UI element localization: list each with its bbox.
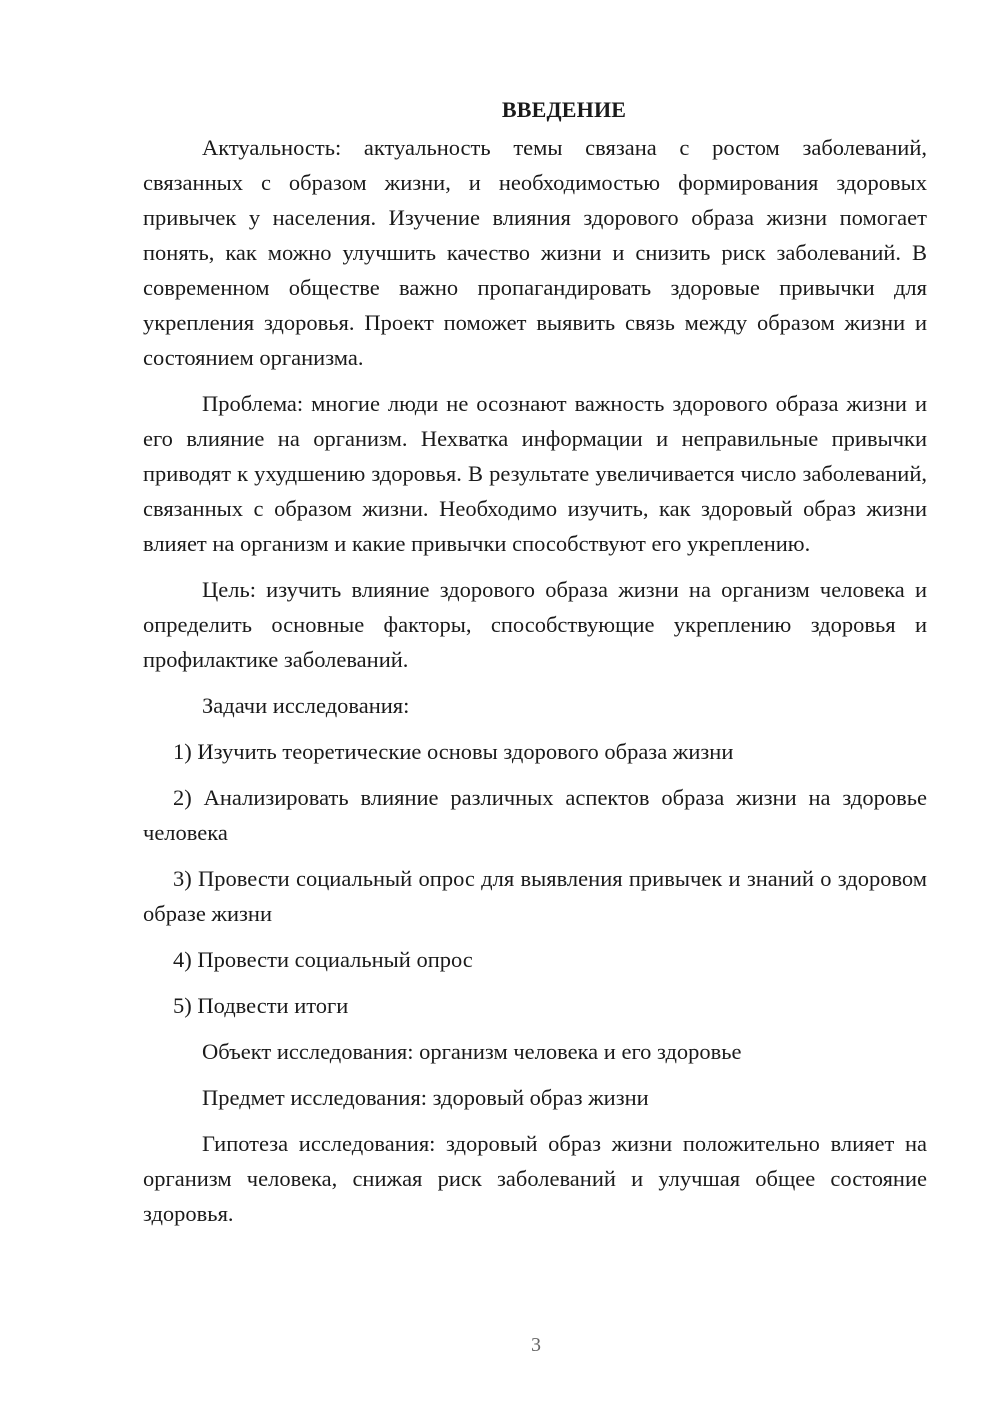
task-item: 3) Провести социальный опрос для выявления привычек и знаний о здоровом образе жизни [143, 866, 927, 926]
task-item: 2) Анализировать влияние различных аспектов образа жизни на здоровье человека [143, 785, 927, 845]
task-item: 5) Подвести итоги [173, 993, 349, 1018]
task-item: 1) Изучить теоретические основы здорового образа жизни [173, 739, 734, 764]
paragraph-object: Объект исследования: организм человека и его здоровье [202, 1039, 742, 1064]
paragraph-hypothesis: Гипотеза исследования: здоровый образ жизни положительно влияет на организм человека, снижая риск заболеваний и улучшая общее состояние здоровья. [143, 1131, 927, 1226]
section-title: ВВЕДЕНИЕ [501, 97, 627, 122]
paragraph-tasks-heading: Задачи исследования: [202, 693, 410, 718]
paragraph-relevance: Актуальность: актуальность темы связана с ростом заболеваний, связанных с образом жизни, и необходимостью формирования здоровых привычек у населения. Изучение влияния здорового образа жизни помогает понять, как можно улучшить качество жизни и снизить риск заболеваний. В современном обществе важно пропагандировать здоровые привычки для укрепления здоровья. Проект поможет выявить связь между образом жизни и состоянием организма. [143, 135, 927, 370]
paragraph-problem: Проблема: многие люди не осознают важность здорового образа жизни и его влияние на организм. Нехватка информации и неправильные привычки приводят к ухудшению здоровья. В результате увеличивается число заболеваний, связанных с образом жизни. Необходимо изучить, как здоровый образ жизни влияет на организм и какие привычки способствуют его укреплению. [143, 391, 927, 556]
paragraph-subject: Предмет исследования: здоровый образ жизни [202, 1085, 649, 1110]
task-item: 4) Провести социальный опрос [173, 947, 473, 972]
page-number: 3 [531, 1334, 541, 1356]
paragraph-goal: Цель: изучить влияние здорового образа жизни на организм человека и определить основные факторы, способствующие укреплению здоровья и профилактике заболеваний. [143, 577, 927, 672]
document-body [143, 92, 927, 1231]
